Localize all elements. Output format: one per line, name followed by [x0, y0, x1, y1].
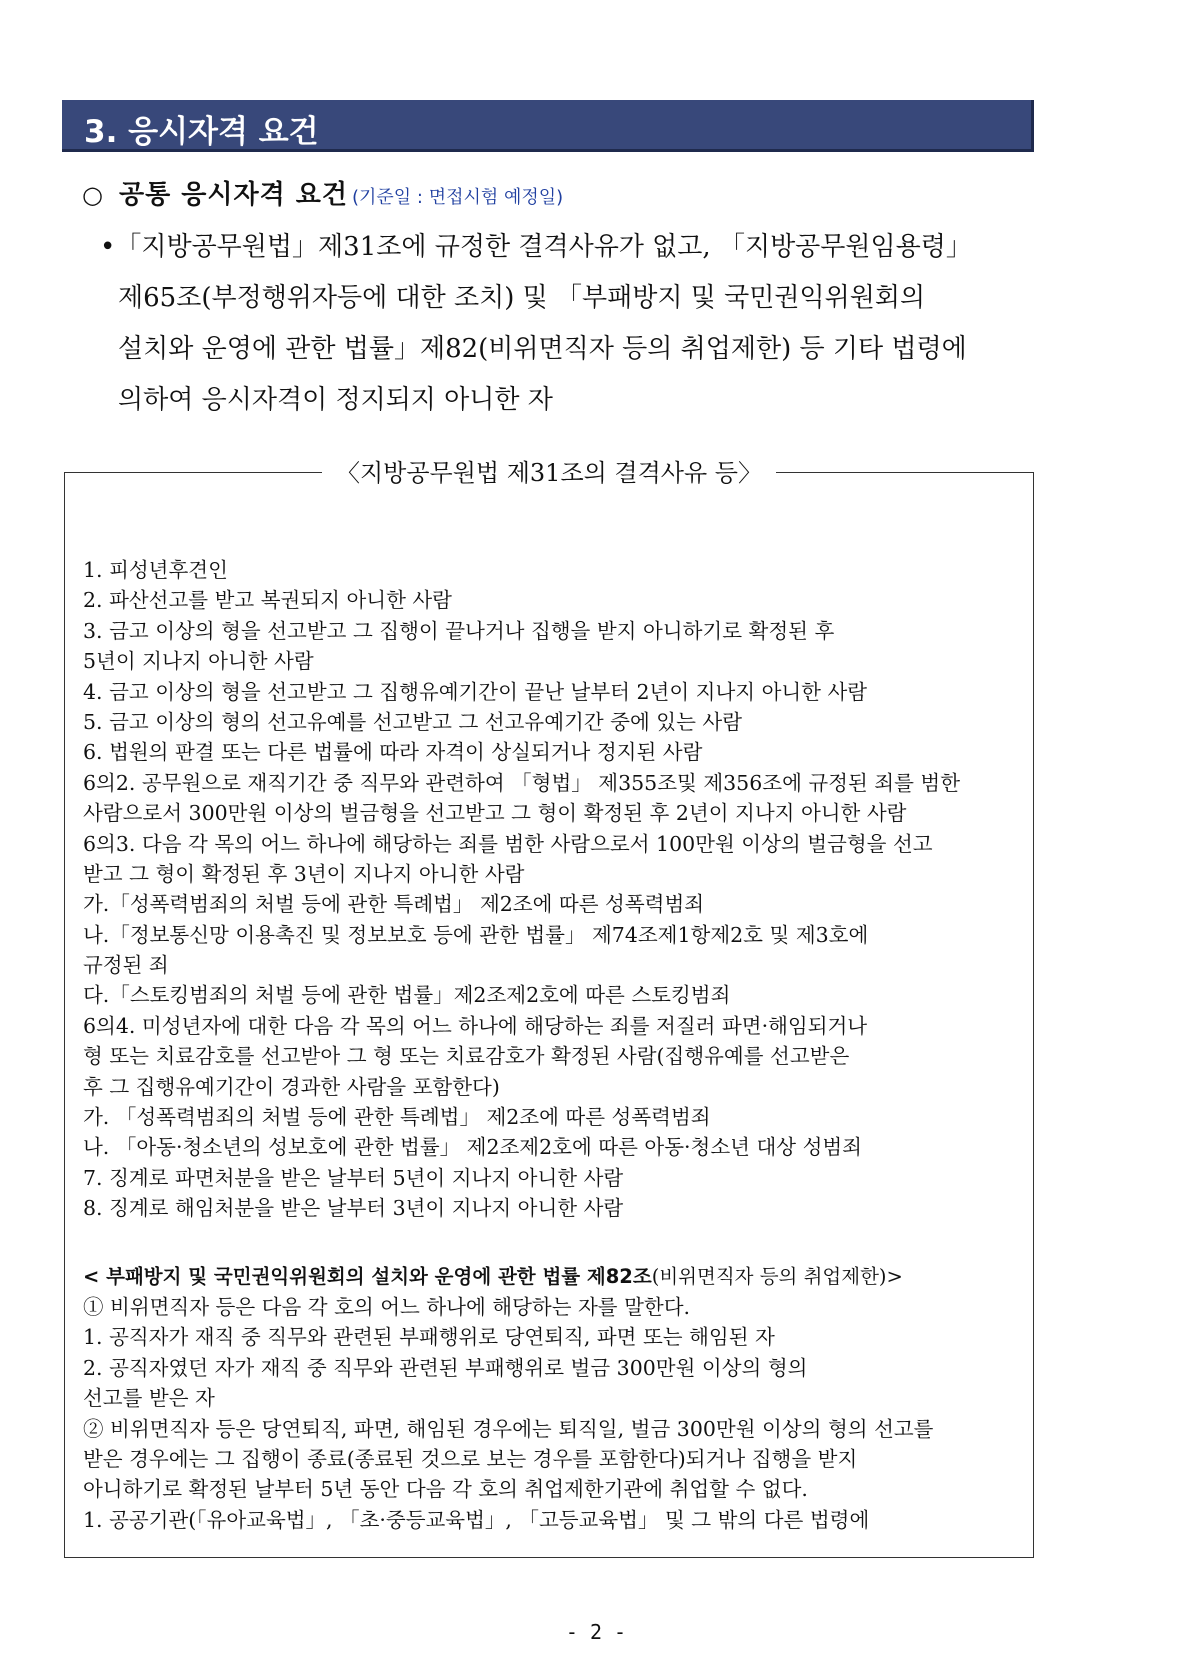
list-item: 가.「성폭력범죄의 처벌 등에 관한 특례법」 제2조에 따른 성폭력범죄	[83, 892, 705, 917]
law82-item: 1. 공공기관(「유아교육법」, 「초·중등교육법」, 「고등교육법」 및 그 밖의 다른 법령에	[83, 1507, 870, 1532]
law82-item: 1. 공직자가 재직 중 직무와 관련된 부패행위로 당연퇴직, 파면 또는 해임된 자	[83, 1325, 775, 1350]
list-item: 8. 징계로 해임처분을 받은 날부터 3년이 지나지 아니한 사람	[83, 1196, 624, 1221]
law82-heading-text: < 부패방지 및 국민권익위원회의 설치와 운영에 관한 법률 제82조	[83, 1264, 652, 1288]
list-item: 5. 금고 이상의 형의 선고유예를 선고받고 그 선고유예기간 중에 있는 사람	[83, 709, 743, 734]
reference-date-note: (기준일 : 면접시험 예정일)	[352, 187, 564, 208]
disqualification-box	[64, 459, 1034, 1558]
list-item: 7. 징계로 파면처분을 받은 날부터 5년이 지나지 아니한 사람	[83, 1165, 624, 1190]
law82-item: ① 비위면직자 등은 다음 각 호의 어느 하나에 해당하는 자를 말한다.	[83, 1294, 691, 1319]
list-item: 6의4. 미성년자에 대한 다음 각 목의 어느 하나에 해당하는 죄를 저질러 파면·해임되거나	[83, 1013, 868, 1038]
list-item: 4. 금고 이상의 형을 선고받고 그 집행유예기간이 끝난 날부터 2년이 지나지 아니한 사람	[83, 679, 868, 704]
list-item: 나.「정보통신망 이용촉진 및 정보보호 등에 관한 법률」 제74조제1항제2호 및 제3호에	[83, 922, 869, 947]
list-item: 형 또는 치료감호를 선고받아 그 형 또는 치료감호가 확정된 사람(집행유예를 선고받은	[83, 1044, 850, 1069]
spacer	[83, 1224, 1028, 1262]
box-title	[65, 453, 1033, 488]
law82-heading-note: (비위면직자 등의 취업제한)>	[651, 1264, 903, 1288]
box-title-text: 〈지방공무원법 제31조의 결격사유 등〉	[322, 459, 776, 487]
section-title: 3. 응시자격 요건	[84, 114, 319, 150]
paragraph-line: 제65조(부정행위자등에 대한 조치) 및 「부패방지 및 국민권익위원회의	[118, 283, 926, 313]
law82-item: 선고를 받은 자	[83, 1386, 215, 1411]
law82-item: 아니하기로 확정된 날부터 5년 동안 다음 각 호의 취업제한기관에 취업할 수 없다.	[83, 1477, 808, 1502]
list-item: 2. 파산선고를 받고 복권되지 아니한 사람	[83, 588, 452, 613]
law82-item: 2. 공직자였던 자가 재직 중 직무와 관련된 부패행위로 벌금 300만원 이상의 형의	[83, 1355, 808, 1380]
subheading-title: 공통 응시자격 요건	[118, 180, 348, 210]
common-eligibility-heading	[82, 174, 563, 211]
paragraph-line: 설치와 운영에 관한 법률」제82(비위면직자 등의 취업제한) 등 기타 법령에	[118, 334, 967, 364]
list-item: 3. 금고 이상의 형을 선고받고 그 집행이 끝나거나 집행을 받지 아니하기로 확정된 후	[83, 618, 835, 643]
list-item: 규정된 죄	[83, 953, 169, 978]
law82-item: ② 비위면직자 등은 당연퇴직, 파면, 해임된 경우에는 퇴직일, 벌금 300만원 이상의 형의 선고를	[83, 1416, 934, 1441]
list-item: 가. 「성폭력범죄의 처벌 등에 관한 특례법」 제2조에 따른 성폭력범죄	[83, 1105, 711, 1130]
eligibility-paragraph	[100, 222, 1090, 426]
disqualification-list	[83, 555, 1028, 1535]
list-item: 6. 법원의 판결 또는 다른 법률에 따라 자격이 상실되거나 정지된 사람	[83, 740, 703, 765]
law82-item: 받은 경우에는 그 집행이 종료(종료된 것으로 보는 경우를 포함한다)되거나 집행을 받지	[83, 1446, 858, 1471]
circle-bullet-icon: ○	[82, 181, 103, 209]
paragraph-line: •「지방공무원법」제31조에 규정한 결격사유가 없고, 「지방공무원임용령」	[100, 232, 972, 262]
law82-heading	[83, 1262, 1028, 1292]
section-header-bar	[62, 100, 1034, 152]
page-number: - 2 -	[565, 1620, 627, 1644]
list-item: 나. 「아동·청소년의 성보호에 관한 법률」 제2조제2호에 따른 아동·청소년 대상 성범죄	[83, 1135, 862, 1160]
list-item: 5년이 지나지 아니한 사람	[83, 649, 314, 674]
list-item: 6의2. 공무원으로 재직기간 중 직무와 관련하여 「형법」 제355조및 제356조에 규정된 죄를 범한	[83, 770, 961, 795]
list-item: 사람으로서 300만원 이상의 벌금형을 선고받고 그 형이 확정된 후 2년이 지나지 아니한 사람	[83, 801, 907, 826]
list-item: 후 그 집행유예기간이 경과한 사람을 포함한다)	[83, 1074, 500, 1099]
list-item: 1. 피성년후견인	[83, 558, 228, 582]
paragraph-line: 의하여 응시자격이 정지되지 아니한 자	[118, 385, 553, 415]
list-item: 다.「스토킹범죄의 처벌 등에 관한 법률」제2조제2호에 따른 스토킹범죄	[83, 983, 731, 1008]
list-item: 받고 그 형이 확정된 후 3년이 지나지 아니한 사람	[83, 861, 525, 886]
list-item: 6의3. 다음 각 목의 어느 하나에 해당하는 죄를 범한 사람으로서 100만원 이상의 벌금형을 선고	[83, 831, 933, 856]
